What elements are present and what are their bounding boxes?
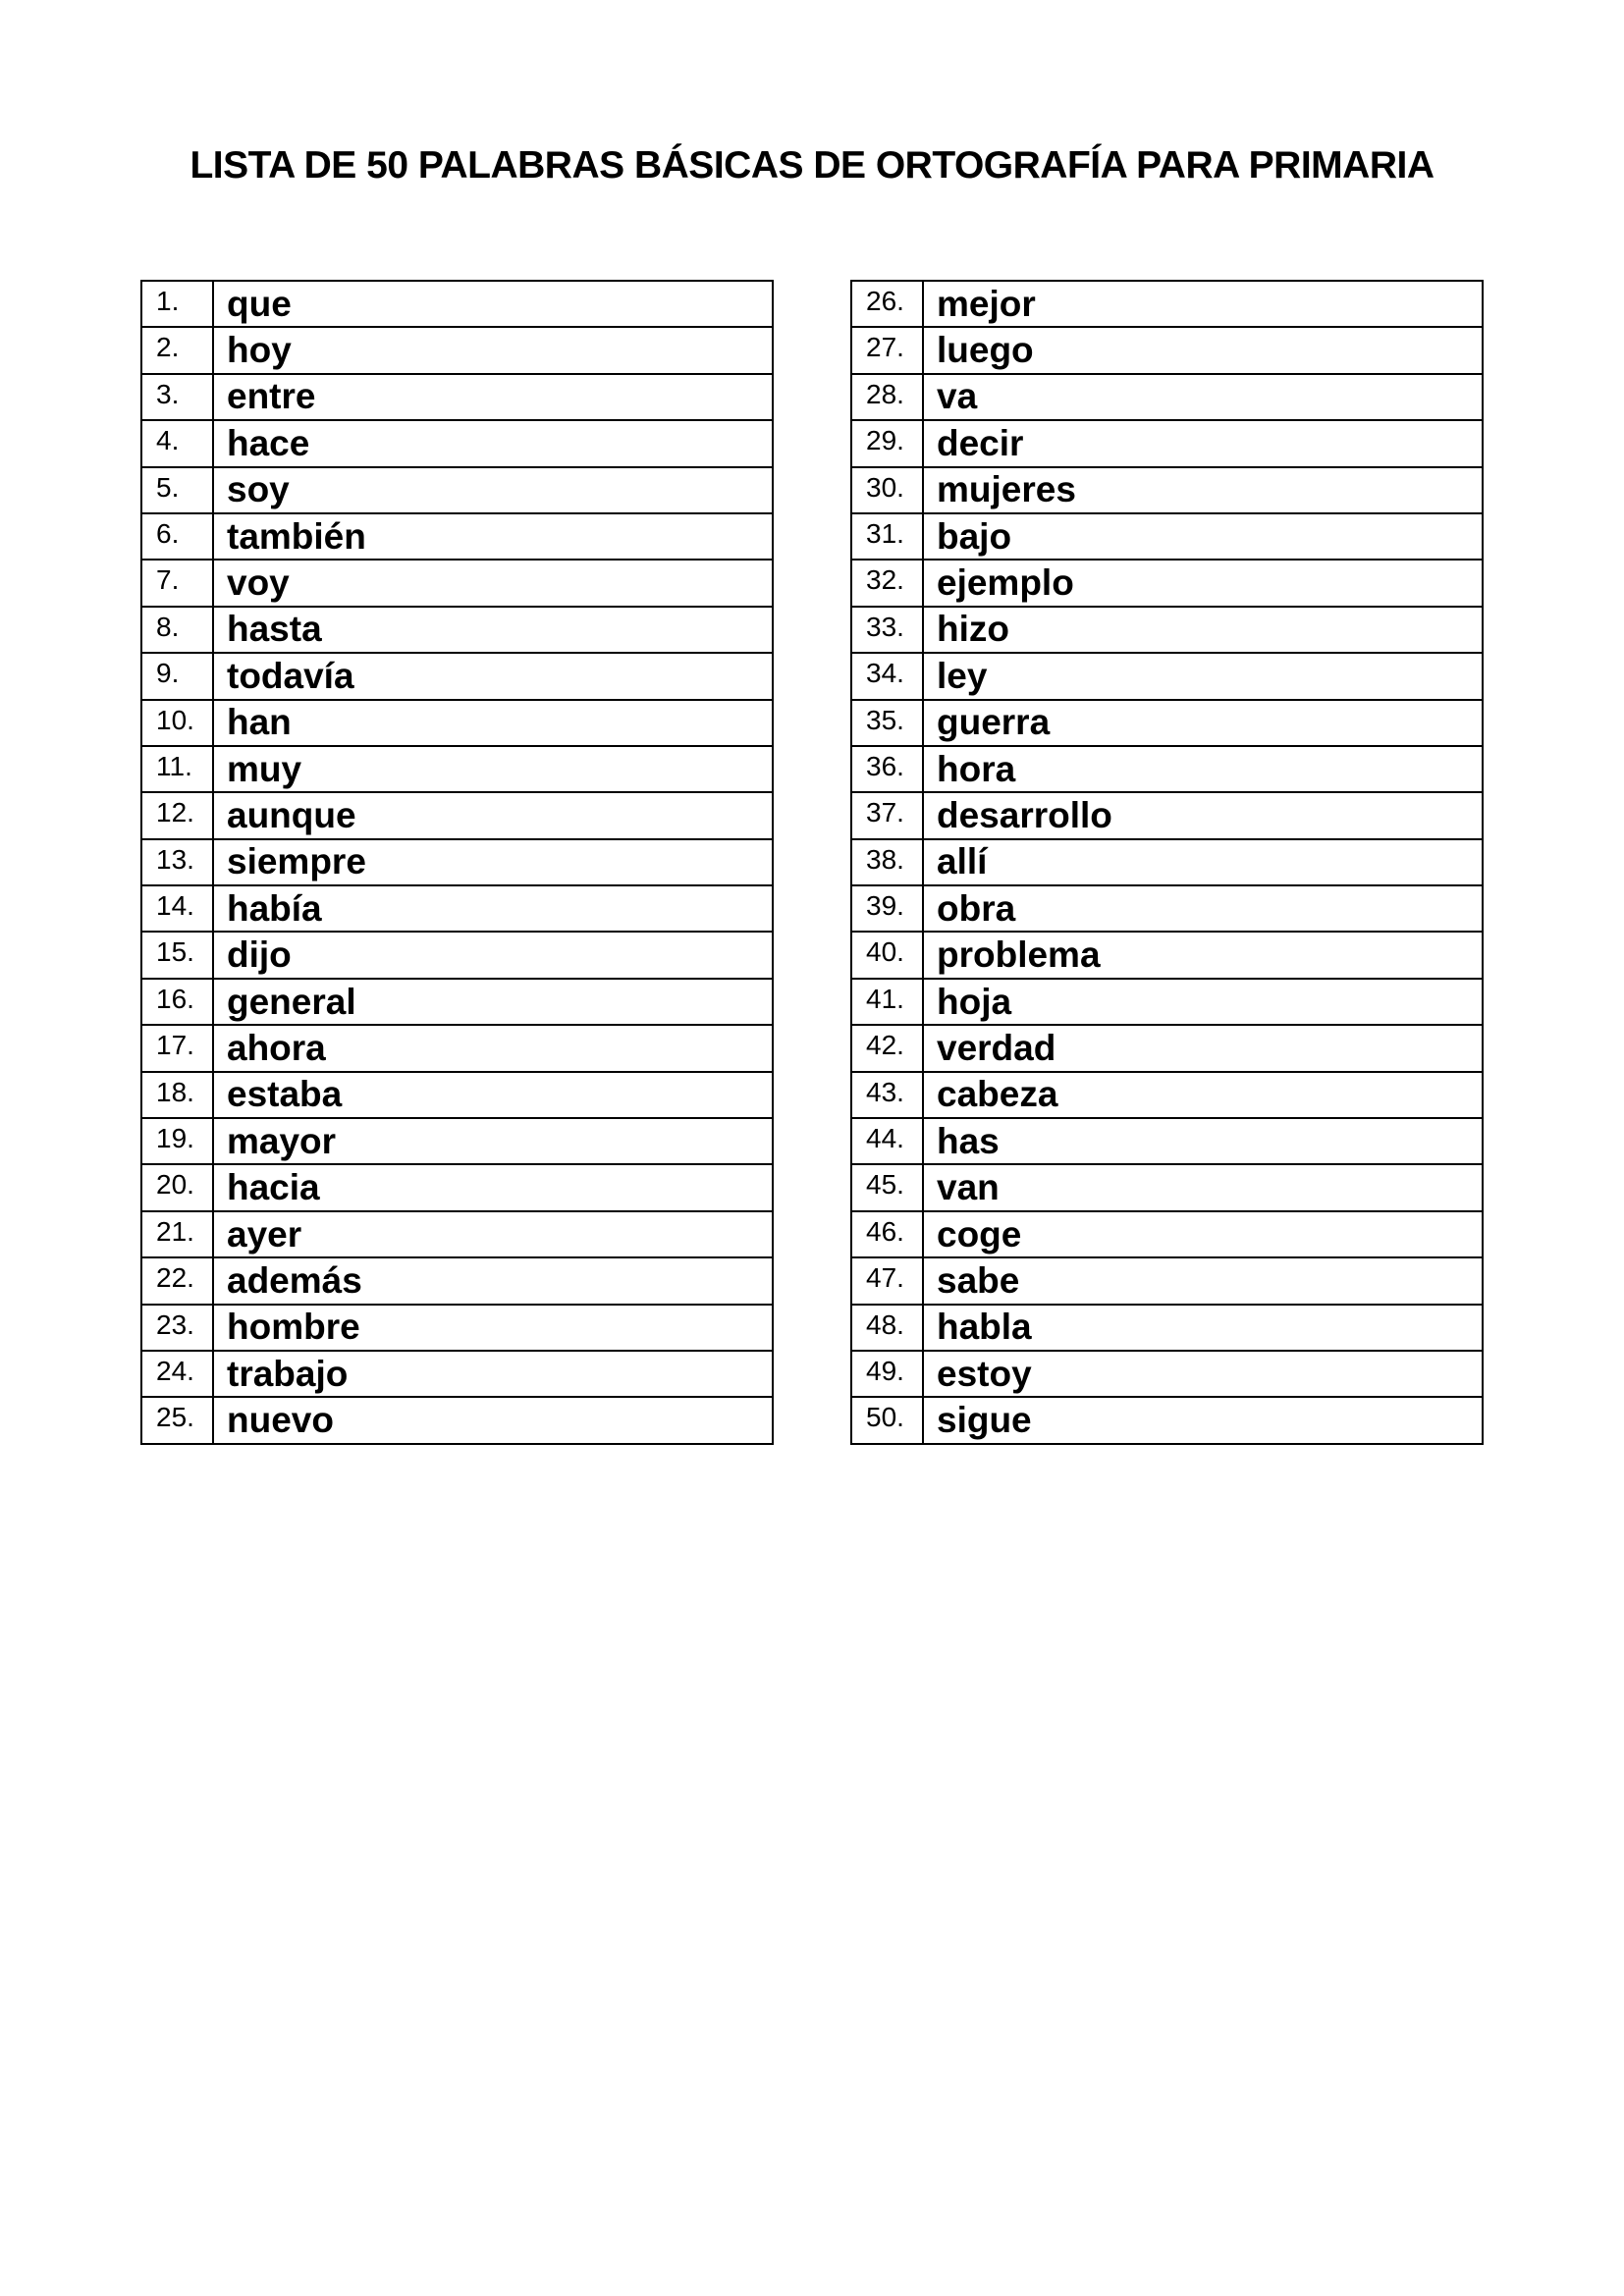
table-row <box>141 1351 773 1397</box>
spelling-word: verdad <box>923 1025 1483 1071</box>
table-row <box>141 932 773 978</box>
row-number: 15. <box>141 932 213 978</box>
spelling-word: sabe <box>923 1257 1483 1304</box>
table-row <box>851 1072 1483 1118</box>
row-number: 16. <box>141 979 213 1025</box>
spelling-word: decir <box>923 420 1483 466</box>
table-row <box>141 700 773 746</box>
spelling-word: problema <box>923 932 1483 978</box>
table-row <box>141 467 773 513</box>
row-number: 47. <box>851 1257 923 1304</box>
row-number: 34. <box>851 653 923 699</box>
spelling-word: cabeza <box>923 1072 1483 1118</box>
table-row <box>141 513 773 560</box>
spelling-word: hizo <box>923 607 1483 653</box>
spelling-word: mujeres <box>923 467 1483 513</box>
word-table-right-body <box>851 281 1483 1444</box>
word-table-left <box>140 280 774 1445</box>
table-row <box>851 1305 1483 1351</box>
spelling-word: entre <box>213 374 773 420</box>
row-number: 18. <box>141 1072 213 1118</box>
table-row <box>141 653 773 699</box>
row-number: 22. <box>141 1257 213 1304</box>
spelling-word: también <box>213 513 773 560</box>
row-number: 13. <box>141 839 213 885</box>
spelling-word: desarrollo <box>923 792 1483 838</box>
row-number: 23. <box>141 1305 213 1351</box>
row-number: 3. <box>141 374 213 420</box>
row-number: 41. <box>851 979 923 1025</box>
spelling-word: ley <box>923 653 1483 699</box>
row-number: 1. <box>141 281 213 327</box>
spelling-word: hasta <box>213 607 773 653</box>
row-number: 40. <box>851 932 923 978</box>
spelling-word: ejemplo <box>923 560 1483 606</box>
table-row <box>141 374 773 420</box>
spelling-word: guerra <box>923 700 1483 746</box>
spelling-word: ayer <box>213 1211 773 1257</box>
table-row <box>851 327 1483 373</box>
table-row <box>851 1351 1483 1397</box>
row-number: 49. <box>851 1351 923 1397</box>
table-row <box>851 467 1483 513</box>
spelling-word: hombre <box>213 1305 773 1351</box>
row-number: 25. <box>141 1397 213 1443</box>
row-number: 50. <box>851 1397 923 1443</box>
table-row <box>851 979 1483 1025</box>
row-number: 42. <box>851 1025 923 1071</box>
row-number: 9. <box>141 653 213 699</box>
table-row <box>141 327 773 373</box>
spelling-word: bajo <box>923 513 1483 560</box>
row-number: 38. <box>851 839 923 885</box>
row-number: 28. <box>851 374 923 420</box>
table-row <box>141 792 773 838</box>
row-number: 11. <box>141 746 213 792</box>
spelling-word: soy <box>213 467 773 513</box>
spelling-word: has <box>923 1118 1483 1164</box>
spelling-word: nuevo <box>213 1397 773 1443</box>
table-row <box>141 1397 773 1443</box>
table-row <box>141 1257 773 1304</box>
spelling-word: han <box>213 700 773 746</box>
row-number: 20. <box>141 1164 213 1210</box>
spelling-word: siempre <box>213 839 773 885</box>
row-number: 45. <box>851 1164 923 1210</box>
spelling-word: voy <box>213 560 773 606</box>
row-number: 29. <box>851 420 923 466</box>
table-row <box>141 1211 773 1257</box>
table-row <box>141 1305 773 1351</box>
row-number: 32. <box>851 560 923 606</box>
table-row <box>851 420 1483 466</box>
row-number: 44. <box>851 1118 923 1164</box>
row-number: 30. <box>851 467 923 513</box>
table-row <box>141 420 773 466</box>
row-number: 21. <box>141 1211 213 1257</box>
table-row <box>851 1397 1483 1443</box>
table-row <box>141 979 773 1025</box>
spelling-word: aunque <box>213 792 773 838</box>
spelling-word: general <box>213 979 773 1025</box>
row-number: 8. <box>141 607 213 653</box>
word-table-right <box>850 280 1484 1445</box>
spelling-word: va <box>923 374 1483 420</box>
row-number: 17. <box>141 1025 213 1071</box>
row-number: 14. <box>141 885 213 932</box>
spelling-word: muy <box>213 746 773 792</box>
table-row <box>141 281 773 327</box>
row-number: 27. <box>851 327 923 373</box>
row-number: 4. <box>141 420 213 466</box>
spelling-word: había <box>213 885 773 932</box>
spelling-word: hace <box>213 420 773 466</box>
spelling-word: hoja <box>923 979 1483 1025</box>
spelling-word: estoy <box>923 1351 1483 1397</box>
table-row <box>851 792 1483 838</box>
table-row <box>851 885 1483 932</box>
table-row <box>851 281 1483 327</box>
table-row <box>851 653 1483 699</box>
spelling-word: obra <box>923 885 1483 932</box>
row-number: 35. <box>851 700 923 746</box>
row-number: 6. <box>141 513 213 560</box>
table-row <box>141 1118 773 1164</box>
spelling-word: luego <box>923 327 1483 373</box>
row-number: 43. <box>851 1072 923 1118</box>
spelling-word: sigue <box>923 1397 1483 1443</box>
table-row <box>851 1118 1483 1164</box>
row-number: 7. <box>141 560 213 606</box>
row-number: 5. <box>141 467 213 513</box>
row-number: 19. <box>141 1118 213 1164</box>
row-number: 31. <box>851 513 923 560</box>
table-row <box>851 1257 1483 1304</box>
table-row <box>851 560 1483 606</box>
spelling-word: que <box>213 281 773 327</box>
spelling-word: dijo <box>213 932 773 978</box>
table-row <box>141 1164 773 1210</box>
table-row <box>851 1211 1483 1257</box>
row-number: 24. <box>141 1351 213 1397</box>
spelling-word: hoy <box>213 327 773 373</box>
row-number: 39. <box>851 885 923 932</box>
row-number: 46. <box>851 1211 923 1257</box>
spelling-word: mayor <box>213 1118 773 1164</box>
row-number: 26. <box>851 281 923 327</box>
table-row <box>851 839 1483 885</box>
table-row <box>141 607 773 653</box>
table-row <box>851 1025 1483 1071</box>
spelling-word: habla <box>923 1305 1483 1351</box>
table-row <box>141 746 773 792</box>
spelling-word: trabajo <box>213 1351 773 1397</box>
spelling-word: estaba <box>213 1072 773 1118</box>
row-number: 33. <box>851 607 923 653</box>
row-number: 2. <box>141 327 213 373</box>
table-row <box>851 374 1483 420</box>
table-row <box>141 1025 773 1071</box>
spelling-word: todavía <box>213 653 773 699</box>
table-row <box>851 607 1483 653</box>
table-row <box>141 885 773 932</box>
row-number: 36. <box>851 746 923 792</box>
row-number: 12. <box>141 792 213 838</box>
table-row <box>851 513 1483 560</box>
table-row <box>141 560 773 606</box>
table-row <box>851 746 1483 792</box>
word-table-left-body <box>141 281 773 1444</box>
spelling-word: hora <box>923 746 1483 792</box>
table-row <box>851 932 1483 978</box>
spelling-word: allí <box>923 839 1483 885</box>
spelling-word: además <box>213 1257 773 1304</box>
spelling-word: coge <box>923 1211 1483 1257</box>
table-row <box>141 839 773 885</box>
table-row <box>851 700 1483 746</box>
row-number: 48. <box>851 1305 923 1351</box>
row-number: 10. <box>141 700 213 746</box>
row-number: 37. <box>851 792 923 838</box>
table-row <box>141 1072 773 1118</box>
spelling-word: ahora <box>213 1025 773 1071</box>
spelling-word: van <box>923 1164 1483 1210</box>
spelling-word: mejor <box>923 281 1483 327</box>
page-title: LISTA DE 50 PALABRAS BÁSICAS DE ORTOGRAFÍA PARA PRIMARIA <box>189 144 1435 187</box>
spelling-word: hacia <box>213 1164 773 1210</box>
table-row <box>851 1164 1483 1210</box>
